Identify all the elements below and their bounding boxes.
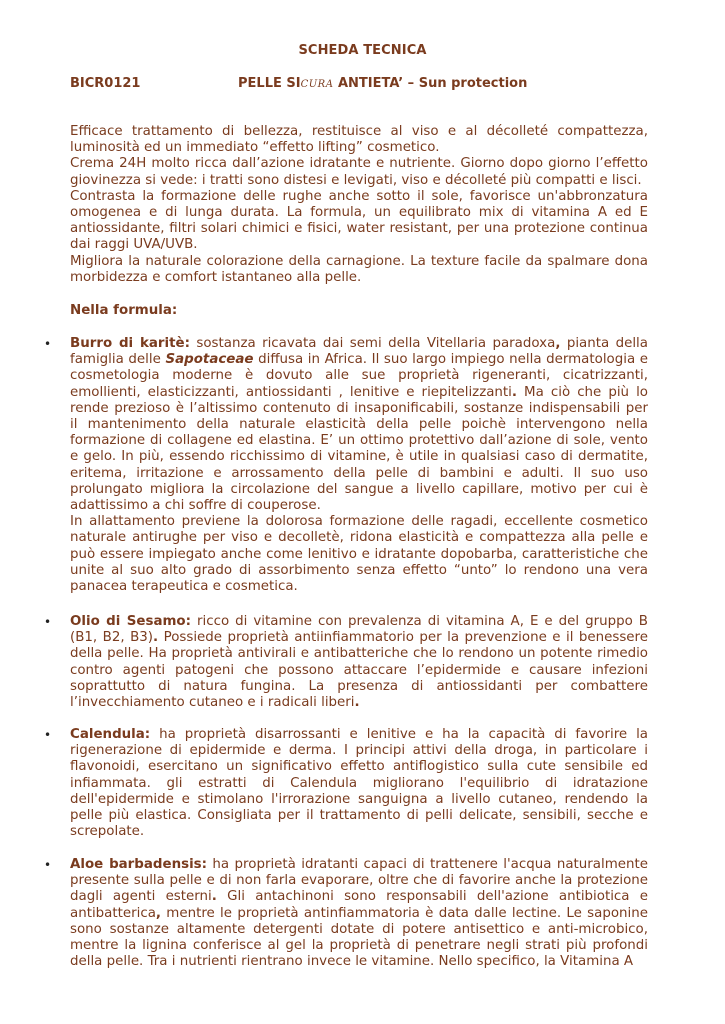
ingredient-name: Olio di Sesamo: bbox=[70, 614, 191, 629]
ingredient-desc: Ma ciò che più lo rende prezioso è l’altissimo contenuto di insaponificabili, sostanze indispensabili per il mantenimento della naturale elasticità della pelle poichè intervengono nella formazione di collagene ed elastina. E’ un ottimo protettivo dall’azione di sole, vento e gelo. In più, essendo ricchissimo di vitamine, è utile in qualsiasi caso di dermatite, eritema, irritazione e arrossamento della pelle di bambini e adulti. Il suo uso prolungato migliora la circolazione del sangue a livello capillare, motivo per cui è adattissimo a chi soffre di couperose. bbox=[70, 384, 649, 514]
ingredient-aloe bbox=[44, 857, 648, 970]
bullet-icon: • bbox=[44, 337, 52, 351]
ingredient-desc: . bbox=[511, 384, 517, 400]
intro-paragraph: Efficace trattamento di bellezza, restituisce al viso e al décolleté compattezza, luminosità ed un immediato “effetto lifting” cosmetico. bbox=[70, 124, 648, 156]
document-title: SCHEDA TECNICA bbox=[298, 43, 427, 58]
ingredient-karite bbox=[44, 336, 649, 595]
ingredient-text bbox=[70, 614, 648, 711]
ingredient-text bbox=[70, 336, 648, 514]
bullet-icon: • bbox=[44, 728, 52, 742]
ingredient-desc: pianta della famiglia delle bbox=[70, 336, 648, 368]
ingredient-desc: mentre le proprietà antinfiammatoria è data dalle lectine. Le saponine sono sostanze altamente detergenti dotate di potere antisettico e anti-microbico, mentre la lignina conferisce al gel la proprietà di penetrare negli strati più profondi della pelle. Tra i nutrienti rientrano invece le vitamine. Nello specifico, la Vitamina A bbox=[70, 905, 648, 970]
ingredient-desc: ricco di vitamine con prevalenza di vitamina A, E e del gruppo B (B1, B2, B3) bbox=[70, 614, 648, 646]
product-code: BICR0121 bbox=[70, 76, 141, 91]
ingredient-text: In allattamento previene la dolorosa formazione delle ragadi, eccellente cosmetico naturale antirughe per viso e decolletè, ridona elasticità e compattezza alla pelle e può essere impiegato anche come lenitivo e idratante dopobarba, caratteristiche che unite al suo alto grado di assorbimento senza effetto “unto” lo rendono una vera panacea terapeutica e cosmetica. bbox=[70, 514, 648, 595]
ingredient-desc: . bbox=[153, 630, 159, 646]
ingredient-desc: Gli antachinoni sono responsabili dell'azione antibiotica e antibatterica bbox=[70, 889, 648, 921]
ingredient-desc: , bbox=[155, 905, 161, 921]
product-name bbox=[238, 76, 527, 91]
intro-paragraph: Crema 24H molto ricca dall’azione idratante e nutriente. Giorno dopo giorno l’effetto giovinezza si vede: i tratti sono distesi e levigati, viso e décolleté più compatti e lisci. bbox=[70, 156, 648, 188]
ingredient-desc: Possiede proprietà antiinfiammatorio per la prevenzione e il benessere della pelle. Ha proprietà antivirali e antibatteriche che lo rendono un potente rimedio contro agenti patogeni che possono attaccare l’epidermide e causare infezioni soprattutto di natura fungina. La presenza di antiossidanti per combattere l’invecchiamento cutaneo e i radicali liberi bbox=[70, 630, 648, 711]
ingredient-name: Calendula: bbox=[70, 727, 151, 742]
ingredient-desc: . bbox=[211, 889, 217, 905]
ingredient-desc: , bbox=[555, 336, 561, 351]
intro-paragraph: Migliora la naturale colorazione della carnagione. La texture facile da spalmare dona morbidezza e comfort istantaneo alla pelle. bbox=[70, 253, 648, 285]
intro-text bbox=[70, 124, 648, 286]
product-name-prefix: PELLE SI bbox=[238, 76, 301, 91]
product-name-cura: CURA bbox=[300, 79, 334, 90]
ingredient-text bbox=[70, 727, 648, 840]
ingredient-name: Burro di karitè: bbox=[70, 336, 190, 351]
ingredient-sesamo bbox=[44, 614, 648, 711]
ingredient-desc: . bbox=[354, 695, 360, 711]
ingredient-text bbox=[70, 857, 648, 970]
bullet-icon: • bbox=[44, 858, 52, 872]
ingredient-name: Aloe barbadensis: bbox=[70, 857, 207, 872]
formula-heading: Nella formula: bbox=[70, 303, 178, 318]
ingredient-calendula bbox=[44, 727, 648, 840]
ingredient-desc: sostanza ricavata dai semi della Vitellaria paradoxa bbox=[189, 336, 556, 351]
ingredient-desc: diffusa in Africa. Il suo largo impiego nella dermatologia e cosmetologia moderne è dovuto alle sue proprietà rigeneranti, cicatrizzanti, emollienti, elasticizzanti, antiossidanti , lenitive e riepitelizzanti bbox=[70, 352, 648, 400]
ingredient-desc: Sapotaceae bbox=[165, 352, 254, 368]
intro-paragraph: Contrasta la formazione delle rughe anche sotto il sole, favorisce un'abbronzatura omogenea e di lunga durata. La formula, un equilibrato mix di vitamina A ed E antiossidante, filtri solari chimici e fisici, water resistant, per una protezione continua dai raggi UVA/UVB. bbox=[70, 188, 648, 253]
ingredient-desc: ha proprietà idratanti capaci di trattenere l'acqua naturalmente presente sulla pelle e di non farla evaporare, oltre che di favorire anche la protezione dagli agenti esterni bbox=[70, 857, 648, 905]
bullet-icon: • bbox=[44, 615, 52, 629]
ingredient-desc: ha proprietà disarrossanti e lenitive e ha la capacità di favorire la rigenerazione di epidermide e derma. I principi attivi della droga, in particolare i flavonoidi, esercitano un significativo effetto antiflogistico sulla cute sensibile ed infiammata. gli estratti di Calendula migliorano l'equilibrio di idratazione dell'epidermide e stimolano l'irrorazione sanguigna a livello cutaneo, rendendo la pelle più elastica. Consigliata per il trattamento di pelli delicate, sensibili, secche e screpolate. bbox=[70, 727, 648, 840]
product-name-suffix: ANTIETA’ – Sun protection bbox=[333, 76, 528, 91]
